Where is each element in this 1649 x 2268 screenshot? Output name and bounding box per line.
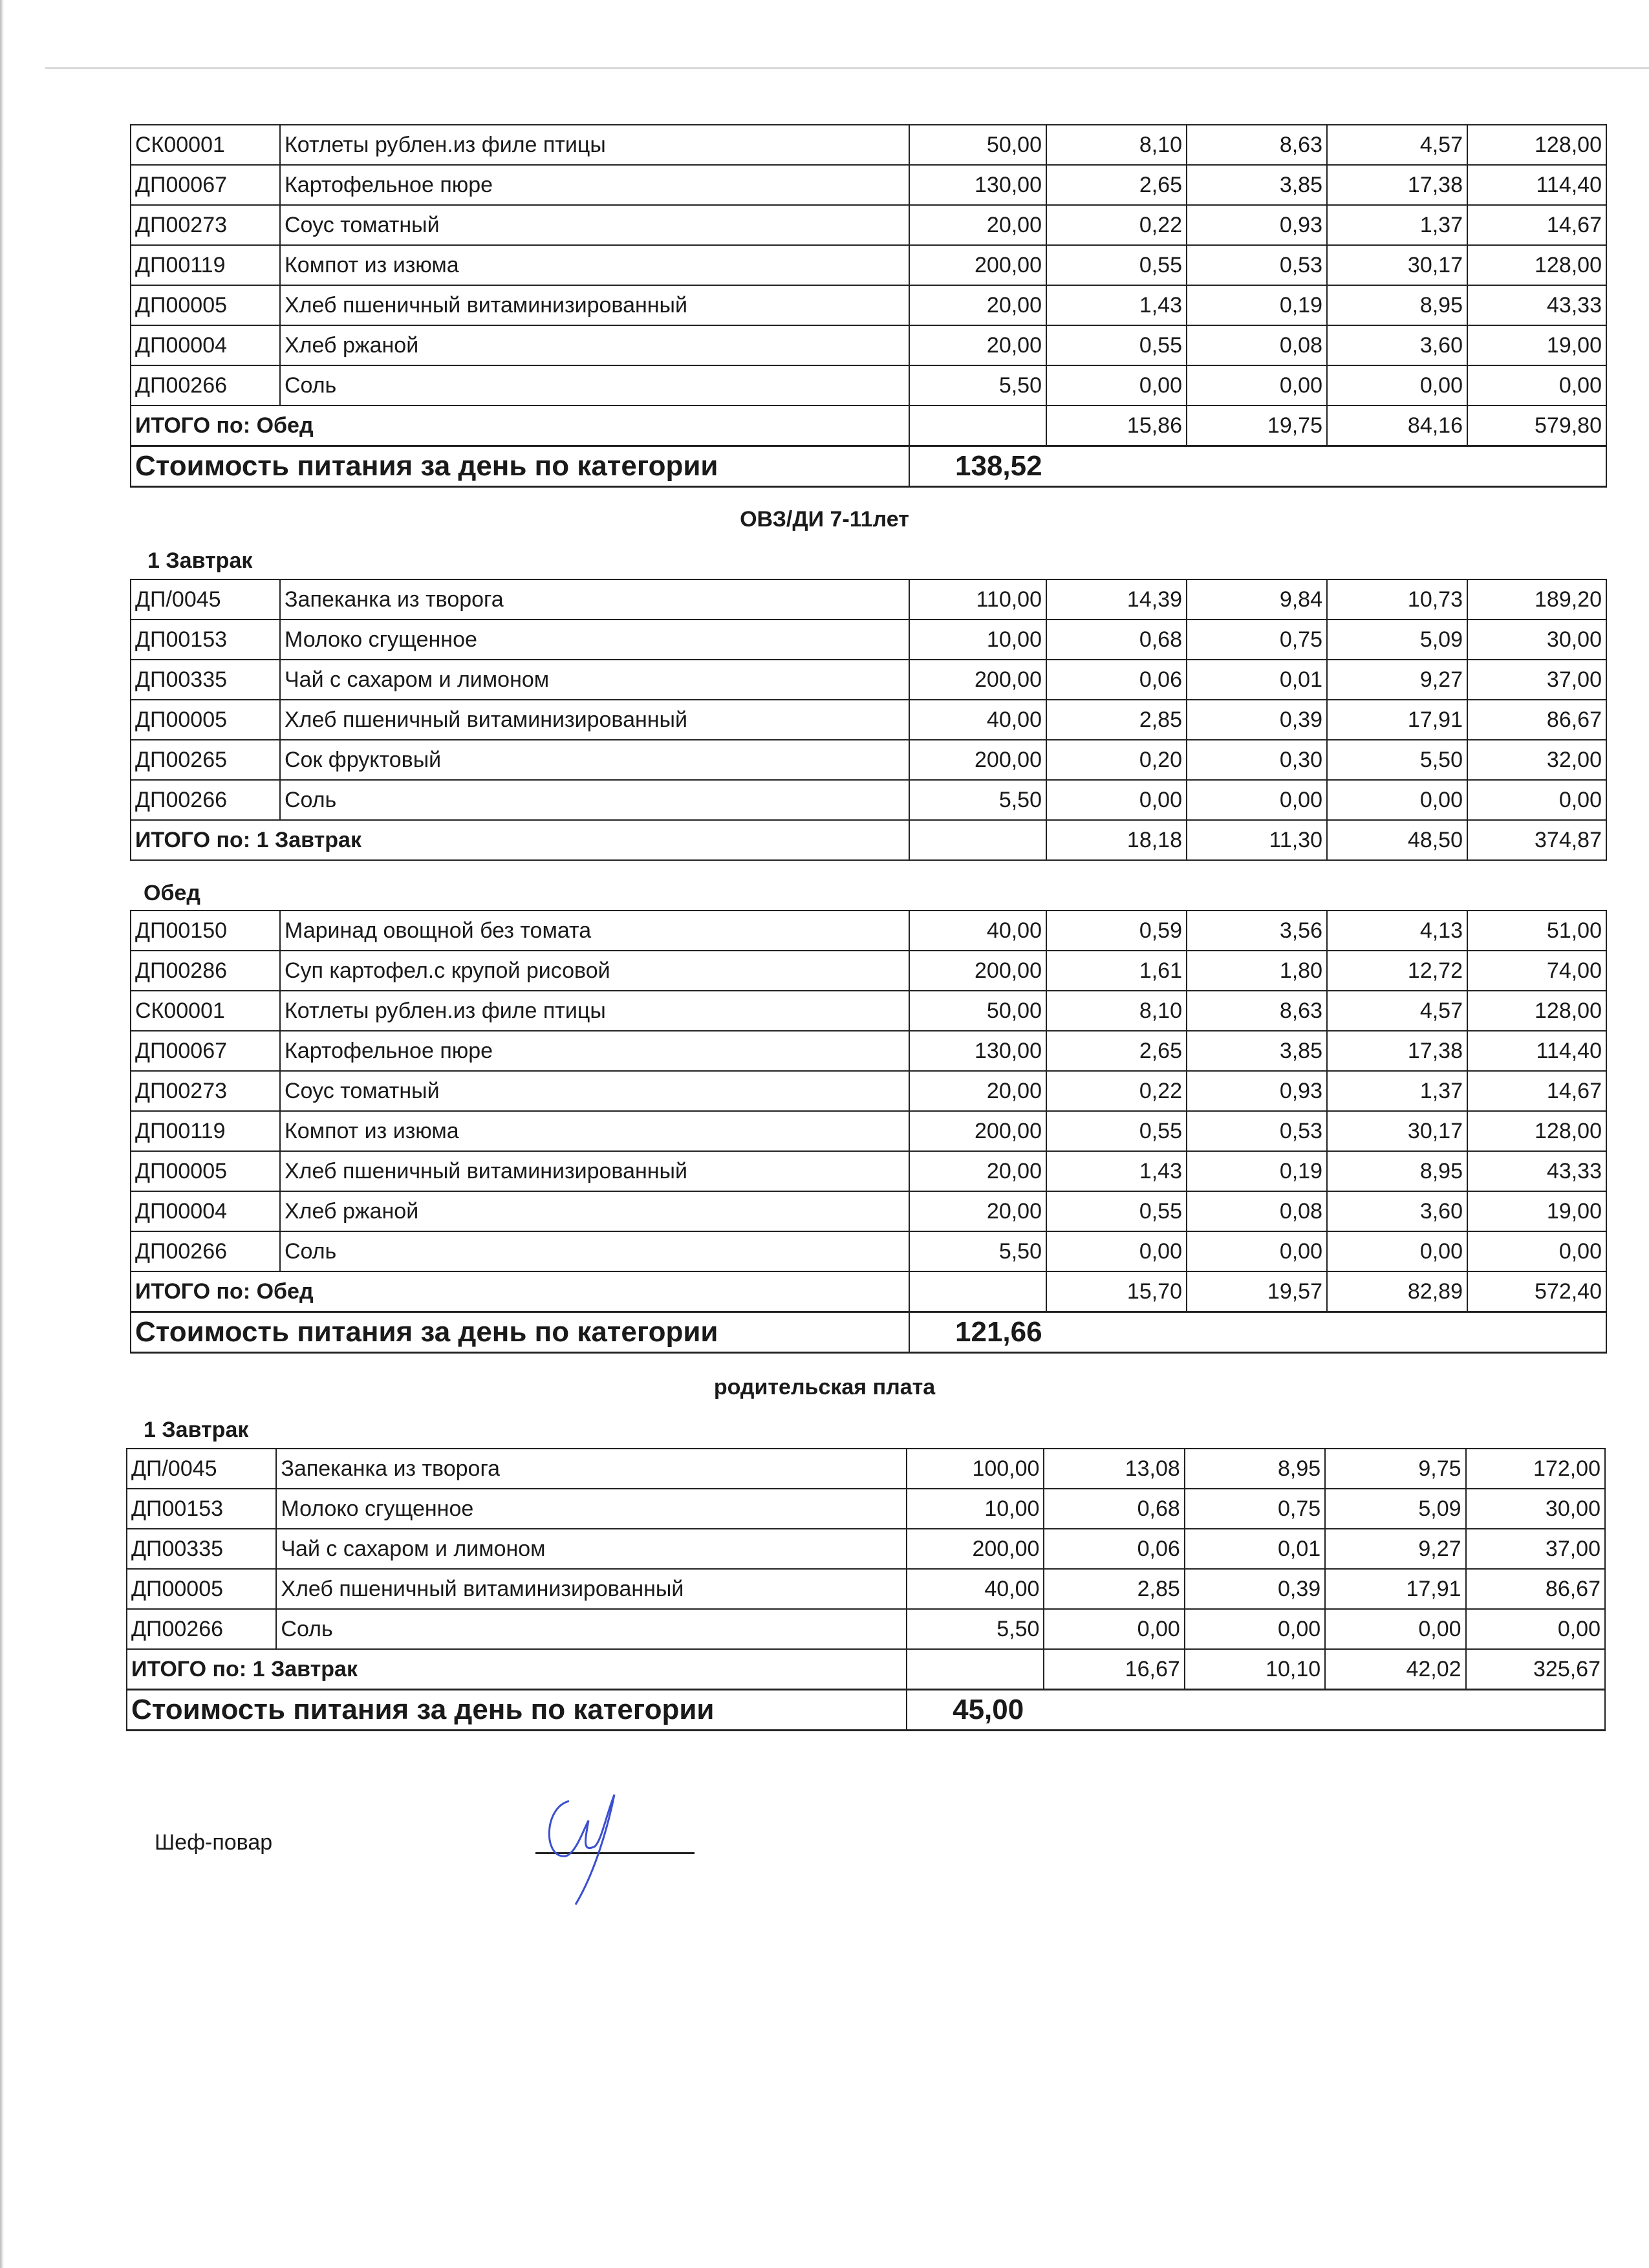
fat-cell: 0,19: [1187, 285, 1327, 325]
energy-cell: 128,00: [1467, 245, 1606, 285]
table-row: [131, 911, 1606, 951]
protein-cell: 0,68: [1046, 620, 1187, 660]
item-name-cell: Запеканка из творога: [276, 1449, 907, 1489]
fat-cell: 0,00: [1187, 780, 1327, 820]
fat-cell: 0,00: [1185, 1609, 1325, 1649]
portion-cell: 20,00: [909, 1191, 1046, 1231]
energy-total: 374,87: [1467, 820, 1606, 860]
fat-cell: 9,84: [1187, 579, 1327, 620]
protein-total: 18,18: [1046, 820, 1187, 860]
carbs-total: 48,50: [1327, 820, 1467, 860]
total-empty-cell: [909, 820, 1046, 860]
item-name-cell: Соль: [280, 1231, 909, 1271]
item-code-cell: ДП00004: [131, 325, 280, 365]
total-label: ИТОГО по: 1 Завтрак: [127, 1649, 907, 1690]
table-row: [131, 620, 1606, 660]
energy-cell: 37,00: [1467, 660, 1606, 700]
protein-cell: 2,65: [1046, 1031, 1187, 1071]
protein-cell: 0,55: [1046, 1191, 1187, 1231]
carbs-cell: 1,37: [1327, 1071, 1467, 1111]
energy-cell: 86,67: [1466, 1569, 1605, 1609]
portion-cell: 20,00: [909, 325, 1046, 365]
item-name-cell: Компот из изюма: [280, 1111, 909, 1151]
portion-cell: 5,50: [909, 365, 1046, 405]
portion-cell: 100,00: [907, 1449, 1044, 1489]
item-code-cell: ДП00153: [131, 620, 280, 660]
fat-total: 11,30: [1187, 820, 1327, 860]
item-code-cell: ДП00265: [131, 740, 280, 780]
portion-cell: 200,00: [909, 740, 1046, 780]
item-name-cell: Хлеб пшеничный витаминизированный: [280, 1151, 909, 1191]
category-heading-parent: родительская плата: [713, 1375, 936, 1399]
carbs-total: 82,89: [1327, 1271, 1467, 1312]
protein-cell: 14,39: [1046, 579, 1187, 620]
table-row: [127, 1529, 1605, 1569]
lunch-table-1: [130, 124, 1607, 488]
total-label: ИТОГО по: Обед: [131, 1271, 909, 1312]
carbs-cell: 0,00: [1327, 365, 1467, 405]
item-name-cell: Молоко сгущенное: [276, 1489, 907, 1529]
fat-cell: 0,01: [1187, 660, 1327, 700]
item-name-cell: Хлеб пшеничный витаминизированный: [276, 1569, 907, 1609]
fat-cell: 0,08: [1187, 325, 1327, 365]
item-code-cell: СК00001: [131, 991, 280, 1031]
item-code-cell: ДП00005: [127, 1569, 276, 1609]
protein-cell: 0,20: [1046, 740, 1187, 780]
energy-cell: 43,33: [1467, 285, 1606, 325]
fat-total: 10,10: [1185, 1649, 1325, 1690]
portion-cell: 40,00: [909, 911, 1046, 951]
portion-cell: 5,50: [907, 1609, 1044, 1649]
carbs-total: 42,02: [1325, 1649, 1465, 1690]
table-row: [131, 1111, 1606, 1151]
energy-cell: 14,67: [1467, 1071, 1606, 1111]
carbs-cell: 8,95: [1327, 285, 1467, 325]
item-name-cell: Суп картофел.с крупой рисовой: [280, 951, 909, 991]
fat-cell: 0,75: [1187, 620, 1327, 660]
item-name-cell: Хлеб ржаной: [280, 1191, 909, 1231]
carbs-cell: 9,27: [1327, 660, 1467, 700]
energy-cell: 74,00: [1467, 951, 1606, 991]
chef-label: Шеф-повар: [155, 1830, 273, 1855]
table-row: [127, 1609, 1605, 1649]
daily-cost-row: [131, 446, 1606, 487]
carbs-cell: 12,72: [1327, 951, 1467, 991]
portion-cell: 20,00: [909, 285, 1046, 325]
table-row: [131, 325, 1606, 365]
carbs-cell: 3,60: [1327, 325, 1467, 365]
chef-signature: [530, 1782, 660, 1911]
protein-cell: 1,43: [1046, 285, 1187, 325]
fat-cell: 0,93: [1187, 205, 1327, 245]
daily-cost-row: [127, 1690, 1605, 1731]
carbs-cell: 10,73: [1327, 579, 1467, 620]
energy-cell: 30,00: [1467, 620, 1606, 660]
item-name-cell: Хлеб ржаной: [280, 325, 909, 365]
fat-cell: 0,00: [1187, 365, 1327, 405]
table-row: [131, 205, 1606, 245]
carbs-cell: 0,00: [1327, 780, 1467, 820]
table-row: [131, 579, 1606, 620]
portion-cell: 130,00: [909, 165, 1046, 205]
item-name-cell: Соль: [276, 1609, 907, 1649]
daily-cost-label: Стоимость питания за день по категории: [131, 446, 909, 487]
item-code-cell: ДП/0045: [127, 1449, 276, 1489]
protein-cell: 0,06: [1046, 660, 1187, 700]
item-name-cell: Молоко сгущенное: [280, 620, 909, 660]
item-code-cell: ДП00005: [131, 700, 280, 740]
energy-cell: 0,00: [1467, 365, 1606, 405]
table-row: [131, 125, 1606, 165]
item-name-cell: Соль: [280, 365, 909, 405]
category-heading-ovz: ОВЗ/ДИ 7-11лет: [740, 507, 909, 532]
item-name-cell: Соус томатный: [280, 205, 909, 245]
energy-cell: 32,00: [1467, 740, 1606, 780]
portion-cell: 110,00: [909, 579, 1046, 620]
item-code-cell: ДП00335: [127, 1529, 276, 1569]
portion-cell: 20,00: [909, 205, 1046, 245]
total-empty-cell: [909, 1271, 1046, 1312]
carbs-cell: 17,91: [1325, 1569, 1465, 1609]
portion-cell: 20,00: [909, 1151, 1046, 1191]
carbs-cell: 5,09: [1327, 620, 1467, 660]
table-row: [127, 1569, 1605, 1609]
portion-cell: 10,00: [907, 1489, 1044, 1529]
table-row: [131, 1151, 1606, 1191]
carbs-cell: 30,17: [1327, 245, 1467, 285]
item-code-cell: ДП00067: [131, 165, 280, 205]
table-row: [127, 1449, 1605, 1489]
protein-cell: 8,10: [1046, 991, 1187, 1031]
energy-cell: 189,20: [1467, 579, 1606, 620]
item-name-cell: Картофельное пюре: [280, 1031, 909, 1071]
energy-cell: 37,00: [1466, 1529, 1605, 1569]
carbs-cell: 8,95: [1327, 1151, 1467, 1191]
item-code-cell: ДП00335: [131, 660, 280, 700]
carbs-total: 84,16: [1327, 405, 1467, 446]
total-row: [131, 820, 1606, 860]
fat-cell: 0,93: [1187, 1071, 1327, 1111]
table-row: [131, 165, 1606, 205]
protein-total: 15,86: [1046, 405, 1187, 446]
table-row: [131, 245, 1606, 285]
protein-cell: 13,08: [1044, 1449, 1184, 1489]
carbs-cell: 5,09: [1325, 1489, 1465, 1529]
fat-cell: 8,63: [1187, 991, 1327, 1031]
item-code-cell: ДП00005: [131, 285, 280, 325]
table-row: [131, 1031, 1606, 1071]
portion-cell: 40,00: [907, 1569, 1044, 1609]
table-row: [131, 365, 1606, 405]
carbs-cell: 5,50: [1327, 740, 1467, 780]
portion-cell: 200,00: [909, 1111, 1046, 1151]
carbs-cell: 17,91: [1327, 700, 1467, 740]
portion-cell: 10,00: [909, 620, 1046, 660]
energy-cell: 172,00: [1466, 1449, 1605, 1489]
fat-cell: 1,80: [1187, 951, 1327, 991]
fat-total: 19,75: [1187, 405, 1327, 446]
table-row: [131, 740, 1606, 780]
table-row: [131, 991, 1606, 1031]
portion-cell: 5,50: [909, 780, 1046, 820]
breakfast-table-parent: [126, 1448, 1606, 1731]
protein-total: 15,70: [1046, 1271, 1187, 1312]
item-code-cell: ДП00266: [131, 780, 280, 820]
portion-cell: 130,00: [909, 1031, 1046, 1071]
fat-cell: 0,53: [1187, 245, 1327, 285]
item-code-cell: ДП00005: [131, 1151, 280, 1191]
total-label: ИТОГО по: Обед: [131, 405, 909, 446]
fat-cell: 0,39: [1187, 700, 1327, 740]
item-code-cell: СК00001: [131, 125, 280, 165]
daily-cost-value: 45,00: [907, 1690, 1605, 1731]
table-row: [131, 285, 1606, 325]
protein-total: 16,67: [1044, 1649, 1184, 1690]
item-name-cell: Сок фруктовый: [280, 740, 909, 780]
carbs-cell: 17,38: [1327, 1031, 1467, 1071]
protein-cell: 0,55: [1046, 1111, 1187, 1151]
energy-cell: 128,00: [1467, 125, 1606, 165]
item-code-cell: ДП/0045: [131, 579, 280, 620]
daily-cost-label: Стоимость питания за день по категории: [127, 1690, 907, 1731]
carbs-cell: 1,37: [1327, 205, 1467, 245]
carbs-cell: 4,57: [1327, 125, 1467, 165]
item-name-cell: Чай с сахаром и лимоном: [276, 1529, 907, 1569]
daily-cost-row: [131, 1312, 1606, 1353]
protein-cell: 2,85: [1044, 1569, 1184, 1609]
carbs-cell: 3,60: [1327, 1191, 1467, 1231]
item-code-cell: ДП00273: [131, 205, 280, 245]
energy-cell: 14,67: [1467, 205, 1606, 245]
energy-cell: 19,00: [1467, 325, 1606, 365]
item-name-cell: Картофельное пюре: [280, 165, 909, 205]
protein-cell: 0,00: [1044, 1609, 1184, 1649]
total-empty-cell: [907, 1649, 1044, 1690]
meal-heading-breakfast-parent: 1 Завтрак: [144, 1418, 249, 1442]
item-code-cell: ДП00150: [131, 911, 280, 951]
item-name-cell: Котлеты рублен.из филе птицы: [280, 991, 909, 1031]
total-label: ИТОГО по: 1 Завтрак: [131, 820, 909, 860]
item-code-cell: ДП00286: [131, 951, 280, 991]
lunch-table-ovz: [130, 910, 1607, 1354]
energy-cell: 19,00: [1467, 1191, 1606, 1231]
carbs-cell: 0,00: [1327, 1231, 1467, 1271]
item-code-cell: ДП00153: [127, 1489, 276, 1529]
table-row: [131, 660, 1606, 700]
carbs-cell: 0,00: [1325, 1609, 1465, 1649]
item-name-cell: Соль: [280, 780, 909, 820]
fat-cell: 0,01: [1185, 1529, 1325, 1569]
scan-edge: [0, 0, 4, 2268]
item-code-cell: ДП00067: [131, 1031, 280, 1071]
meal-heading-breakfast: 1 Завтрак: [147, 548, 253, 573]
portion-cell: 20,00: [909, 1071, 1046, 1111]
fat-cell: 8,63: [1187, 125, 1327, 165]
daily-cost-value: 121,66: [909, 1312, 1606, 1353]
meal-heading-lunch: Обед: [144, 881, 200, 905]
daily-cost-value: 138,52: [909, 446, 1606, 487]
portion-cell: 5,50: [909, 1231, 1046, 1271]
fat-cell: 0,08: [1187, 1191, 1327, 1231]
carbs-cell: 9,75: [1325, 1449, 1465, 1489]
carbs-cell: 9,27: [1325, 1529, 1465, 1569]
carbs-cell: 4,57: [1327, 991, 1467, 1031]
fat-cell: 0,75: [1185, 1489, 1325, 1529]
protein-cell: 0,00: [1046, 780, 1187, 820]
portion-cell: 50,00: [909, 991, 1046, 1031]
breakfast-table-ovz: [130, 579, 1607, 861]
fat-cell: 0,19: [1187, 1151, 1327, 1191]
portion-cell: 200,00: [909, 660, 1046, 700]
energy-cell: 114,40: [1467, 165, 1606, 205]
item-name-cell: Компот из изюма: [280, 245, 909, 285]
total-row: [131, 1271, 1606, 1312]
item-name-cell: Маринад овощной без томата: [280, 911, 909, 951]
item-name-cell: Соус томатный: [280, 1071, 909, 1111]
energy-total: 579,80: [1467, 405, 1606, 446]
portion-cell: 200,00: [909, 245, 1046, 285]
protein-cell: 1,43: [1046, 1151, 1187, 1191]
portion-cell: 200,00: [909, 951, 1046, 991]
portion-cell: 200,00: [907, 1529, 1044, 1569]
protein-cell: 0,55: [1046, 325, 1187, 365]
energy-cell: 51,00: [1467, 911, 1606, 951]
energy-cell: 128,00: [1467, 1111, 1606, 1151]
energy-total: 325,67: [1466, 1649, 1605, 1690]
protein-cell: 0,59: [1046, 911, 1187, 951]
energy-cell: 43,33: [1467, 1151, 1606, 1191]
total-row: [127, 1649, 1605, 1690]
energy-cell: 0,00: [1467, 780, 1606, 820]
fat-cell: 0,39: [1185, 1569, 1325, 1609]
carbs-cell: 30,17: [1327, 1111, 1467, 1151]
protein-cell: 0,22: [1046, 205, 1187, 245]
total-row: [131, 405, 1606, 446]
fat-cell: 0,00: [1187, 1231, 1327, 1271]
item-code-cell: ДП00266: [127, 1609, 276, 1649]
table-row: [131, 951, 1606, 991]
carbs-cell: 17,38: [1327, 165, 1467, 205]
fat-cell: 0,53: [1187, 1111, 1327, 1151]
table-row: [131, 700, 1606, 740]
energy-cell: 0,00: [1467, 1231, 1606, 1271]
protein-cell: 1,61: [1046, 951, 1187, 991]
protein-cell: 0,00: [1046, 365, 1187, 405]
protein-cell: 2,85: [1046, 700, 1187, 740]
protein-cell: 0,00: [1046, 1231, 1187, 1271]
protein-cell: 0,22: [1046, 1071, 1187, 1111]
item-name-cell: Котлеты рублен.из филе птицы: [280, 125, 909, 165]
energy-cell: 114,40: [1467, 1031, 1606, 1071]
fat-cell: 0,30: [1187, 740, 1327, 780]
protein-cell: 8,10: [1046, 125, 1187, 165]
item-name-cell: Хлеб пшеничный витаминизированный: [280, 700, 909, 740]
energy-cell: 0,00: [1466, 1609, 1605, 1649]
protein-cell: 0,06: [1044, 1529, 1184, 1569]
fat-cell: 3,85: [1187, 165, 1327, 205]
energy-total: 572,40: [1467, 1271, 1606, 1312]
carbs-cell: 4,13: [1327, 911, 1467, 951]
page-top-rule: [45, 67, 1649, 69]
item-name-cell: Чай с сахаром и лимоном: [280, 660, 909, 700]
protein-cell: 0,55: [1046, 245, 1187, 285]
item-code-cell: ДП00266: [131, 365, 280, 405]
protein-cell: 0,68: [1044, 1489, 1184, 1529]
item-code-cell: ДП00119: [131, 1111, 280, 1151]
item-code-cell: ДП00119: [131, 245, 280, 285]
table-row: [131, 1191, 1606, 1231]
fat-cell: 3,85: [1187, 1031, 1327, 1071]
table-row: [127, 1489, 1605, 1529]
energy-cell: 86,67: [1467, 700, 1606, 740]
table-row: [131, 1071, 1606, 1111]
fat-total: 19,57: [1187, 1271, 1327, 1312]
item-name-cell: Хлеб пшеничный витаминизированный: [280, 285, 909, 325]
item-code-cell: ДП00273: [131, 1071, 280, 1111]
energy-cell: 128,00: [1467, 991, 1606, 1031]
daily-cost-label: Стоимость питания за день по категории: [131, 1312, 909, 1353]
fat-cell: 3,56: [1187, 911, 1327, 951]
energy-cell: 30,00: [1466, 1489, 1605, 1529]
table-row: [131, 780, 1606, 820]
item-code-cell: ДП00266: [131, 1231, 280, 1271]
item-code-cell: ДП00004: [131, 1191, 280, 1231]
total-empty-cell: [909, 405, 1046, 446]
fat-cell: 8,95: [1185, 1449, 1325, 1489]
protein-cell: 2,65: [1046, 165, 1187, 205]
portion-cell: 50,00: [909, 125, 1046, 165]
table-row: [131, 1231, 1606, 1271]
item-name-cell: Запеканка из творога: [280, 579, 909, 620]
portion-cell: 40,00: [909, 700, 1046, 740]
